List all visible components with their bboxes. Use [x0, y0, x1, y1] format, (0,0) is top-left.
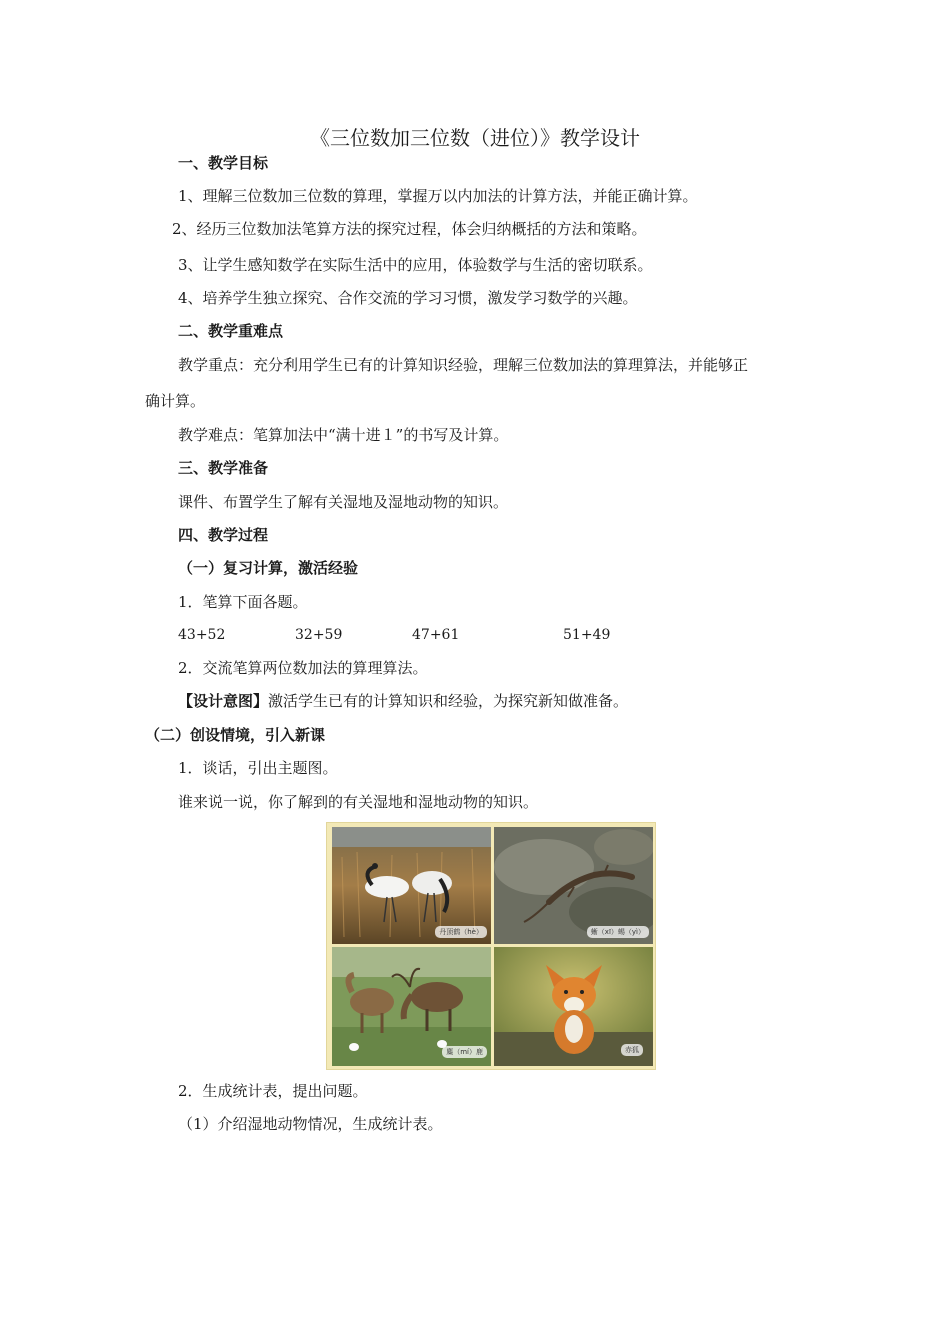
wetland-animals-figure	[326, 822, 656, 1070]
calc-expression: 51+49	[563, 627, 611, 643]
calc-expression: 43+52	[178, 627, 226, 643]
part1-heading: （一）复习计算，激活经验	[178, 559, 359, 577]
lizard-caption: 蜥（xī）蜴（yì）	[587, 926, 649, 938]
part1-item: 2．交流笔算两位数加法的算理算法。	[178, 659, 428, 677]
part1-item: 1．笔算下面各题。	[178, 593, 308, 611]
goal-item: 1、理解三位数加三位数的算理，掌握万以内加法的计算方法，并能正确计算。	[178, 187, 698, 205]
goal-item: 3、让学生感知数学在实际生活中的应用，体验数学与生活的密切联系。	[178, 256, 653, 274]
design-intent	[178, 691, 628, 711]
design-intent-text: 激活学生已有的计算知识和经验，为探究新知做准备。	[268, 692, 629, 710]
deer-caption: 麋（mí）鹿	[442, 1046, 487, 1058]
document-title: 《三位数加三位数（进位）》教学设计	[310, 126, 640, 150]
design-intent-label: 【设计意图】	[178, 692, 269, 710]
process-heading: 四、教学过程	[178, 526, 269, 544]
goals-heading: 一、教学目标	[178, 154, 269, 172]
lizard-photo	[494, 827, 653, 944]
goal-item: 4、培养学生独立探究、合作交流的学习习惯，激发学习数学的兴趣。	[178, 289, 638, 307]
crane-caption: 丹顶鹤（hè）	[435, 926, 487, 938]
prep-heading: 三、教学准备	[178, 459, 269, 477]
key-heading: 二、教学重难点	[178, 322, 284, 340]
part2-prompt: 谁来说一说，你了解到的有关湿地和湿地动物的知识。	[178, 793, 539, 811]
prep-text: 课件、布置学生了解有关湿地及湿地动物的知识。	[178, 493, 509, 511]
goal-item: 2、经历三位数加法笔算方法的探究过程，体会归纳概括的方法和策略。	[172, 220, 647, 238]
part2-item: 2．生成统计表，提出问题。	[178, 1082, 368, 1100]
calc-expression: 47+61	[412, 627, 460, 643]
fox-photo	[494, 947, 653, 1066]
fox-caption: 赤狐	[621, 1044, 643, 1056]
crane-photo	[332, 827, 491, 944]
key-point-text-cont: 确计算。	[145, 392, 206, 410]
part2-subitem: （1）介绍湿地动物情况，生成统计表。	[178, 1115, 443, 1133]
key-point-text: 教学重点：充分利用学生已有的计算知识经验，理解三位数加法的算理算法，并能够正	[178, 356, 749, 374]
part2-item: 1．谈话，引出主题图。	[178, 759, 338, 777]
difficulty-text: 教学难点：笔算加法中“满十进１”的书写及计算。	[178, 426, 509, 444]
deer-photo	[332, 947, 491, 1066]
part2-heading: （二）创设情境，引入新课	[145, 726, 326, 744]
calc-expression: 32+59	[295, 627, 343, 643]
